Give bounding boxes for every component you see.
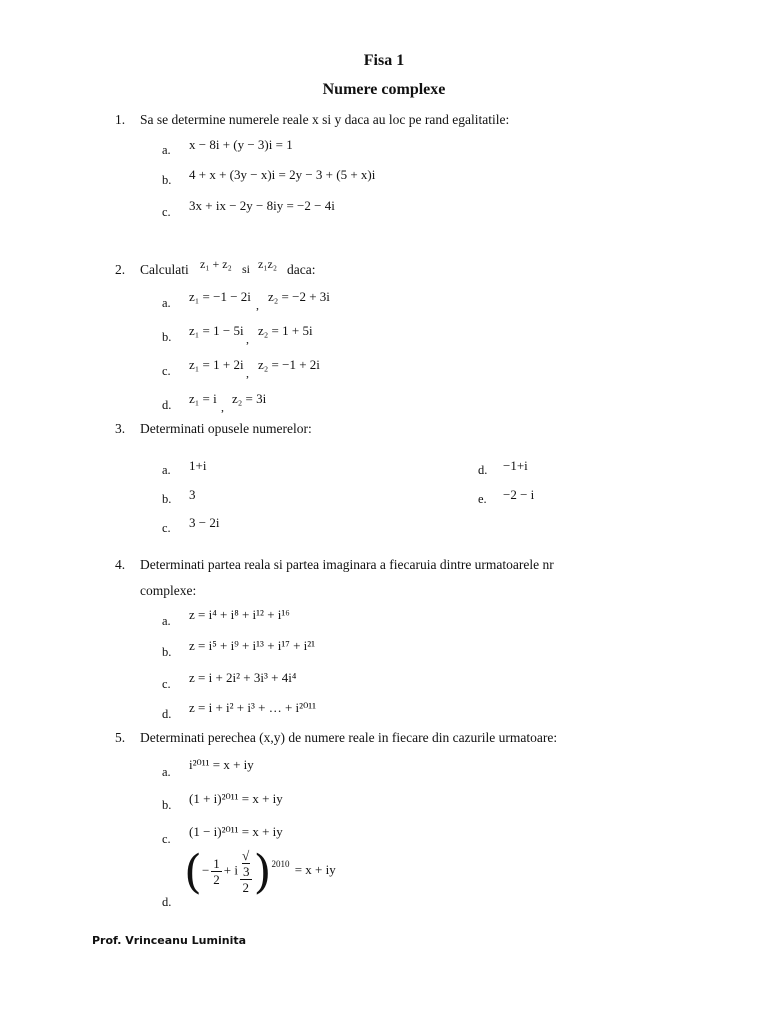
q1-item-a-label: a. — [162, 143, 171, 157]
q2-item-a-z2: z₂ = −2 + 3i — [268, 289, 330, 304]
q2-item-c-z2: z₂ = −1 + 2i — [258, 357, 320, 372]
q3-item-b-expr: 3 — [189, 487, 196, 502]
q2-conj: si — [242, 262, 251, 276]
q2-item-b-label: b. — [162, 330, 172, 344]
q1-item-c-label: c. — [162, 205, 171, 219]
q3-item-d-expr: −1+i — [503, 458, 528, 473]
q2-item-a-comma: , — [256, 298, 259, 312]
q3-item-c-expr: 3 − 2i — [189, 515, 220, 530]
q4-item-c-expr: z = i + 2i² + 3i³ + 4i⁴ — [189, 670, 297, 685]
right-paren: ) — [253, 844, 272, 899]
q1-item-c-expr: 3x + ix − 2y − 8iy = −2 − 4i — [189, 198, 335, 213]
q2-item-b-z2: z₂ = 1 + 5i — [258, 323, 313, 338]
q2-sum-expr: z₁ + z₂ — [200, 257, 232, 271]
q4-item-b-label: b. — [162, 645, 172, 659]
q2-item-c-label: c. — [162, 364, 171, 378]
q3-item-e-label: e. — [478, 492, 487, 506]
q3-item-c-label: c. — [162, 521, 171, 535]
q5-item-b-expr: (1 + i)²⁰¹¹ = x + iy — [189, 791, 283, 806]
q5-item-d-expr — [184, 844, 336, 904]
fraction-one-half: $\frac{1}{2}$ — [213, 856, 220, 887]
q1-item-b-expr: 4 + x + (3y − x)i = 2y − 3 + (5 + x)i — [189, 167, 376, 182]
page-title: Fisa 1 — [363, 52, 405, 69]
q2-item-c-comma: , — [246, 366, 249, 380]
q5-item-b-label: b. — [162, 798, 172, 812]
q3-item-a-label: a. — [162, 463, 171, 477]
q5-item-c-label: c. — [162, 832, 171, 846]
q2-text-after: daca: — [287, 262, 316, 277]
q3-item-a-expr: 1+i — [189, 458, 207, 473]
rhs: = x + iy — [294, 862, 336, 878]
q4-item-d-expr: z = i + i² + i³ + … + i²⁰¹¹ — [189, 700, 317, 715]
exponent: 2010 — [271, 859, 290, 870]
author-footer: Prof. Vrinceanu Luminita — [92, 934, 247, 947]
q5-item-c-expr: (1 − i)²⁰¹¹ = x + iy — [189, 824, 283, 839]
q3-item-e-expr: −2 − i — [503, 487, 535, 502]
q4-item-a-expr: z = i⁴ + i⁸ + i¹² + i¹⁶ — [189, 607, 290, 622]
q5-text: Determinati perechea (x,y) de numere reale in fiecare din cazurile urmatoare: — [140, 730, 558, 745]
q2-item-d-label: d. — [162, 398, 172, 412]
left-paren: ( — [184, 844, 202, 899]
q1-item-b-label: b. — [162, 173, 172, 187]
q2-item-d-z1: z₁ = i — [189, 391, 217, 406]
q1-text: Sa se determine numerele reale x si y daca au loc pe rand egalitatile: — [140, 112, 510, 127]
q3-text: Determinati opusele numerelor: — [140, 421, 312, 436]
q2-prod-expr: z₁z₂ — [258, 257, 278, 271]
q3-number: 3. — [115, 421, 126, 436]
q3-item-d-label: d. — [478, 463, 488, 477]
q2-item-d-z2: z₂ = 3i — [232, 391, 267, 406]
q2-text-before: Calculati — [140, 262, 189, 277]
minus-sign: − — [201, 862, 210, 878]
q5-item-d-label: d. — [162, 895, 172, 909]
q2-item-b-z1: z₁ = 1 − 5i — [189, 323, 244, 338]
q5-item-a-label: a. — [162, 765, 171, 779]
q5-number: 5. — [115, 730, 126, 745]
q2-item-a-label: a. — [162, 296, 171, 310]
q1-item-a-expr: x − 8i + (y − 3)i = 1 — [189, 137, 293, 152]
q1-number: 1. — [115, 112, 126, 127]
q2-number: 2. — [115, 262, 126, 277]
page-subtitle: Numere complexe — [322, 81, 446, 98]
q4-number: 4. — [115, 557, 126, 572]
q4-item-d-label: d. — [162, 707, 172, 721]
q4-text-line2: complexe: — [140, 583, 197, 598]
q4-item-a-label: a. — [162, 614, 171, 628]
q2-item-a-z1: z₁ = −1 − 2i — [189, 289, 251, 304]
q4-text-line1: Determinati partea reala si partea imaginara a fiecaruia dintre urmatoarele nr — [140, 557, 554, 572]
q4-item-c-label: c. — [162, 677, 171, 691]
q4-item-b-expr: z = i⁵ + i⁹ + i¹³ + i¹⁷ + i²¹ — [189, 638, 316, 653]
q2-item-c-z1: z₁ = 1 + 2i — [189, 357, 244, 372]
q5-item-a-expr: i²⁰¹¹ = x + iy — [189, 757, 254, 772]
fraction-sqrt3-over-2: √ 3 2 — [240, 848, 252, 895]
plus-i: + i — [223, 862, 238, 878]
q3-item-b-label: b. — [162, 492, 172, 506]
q2-item-d-comma: , — [221, 400, 224, 414]
q2-item-b-comma: , — [246, 332, 249, 346]
